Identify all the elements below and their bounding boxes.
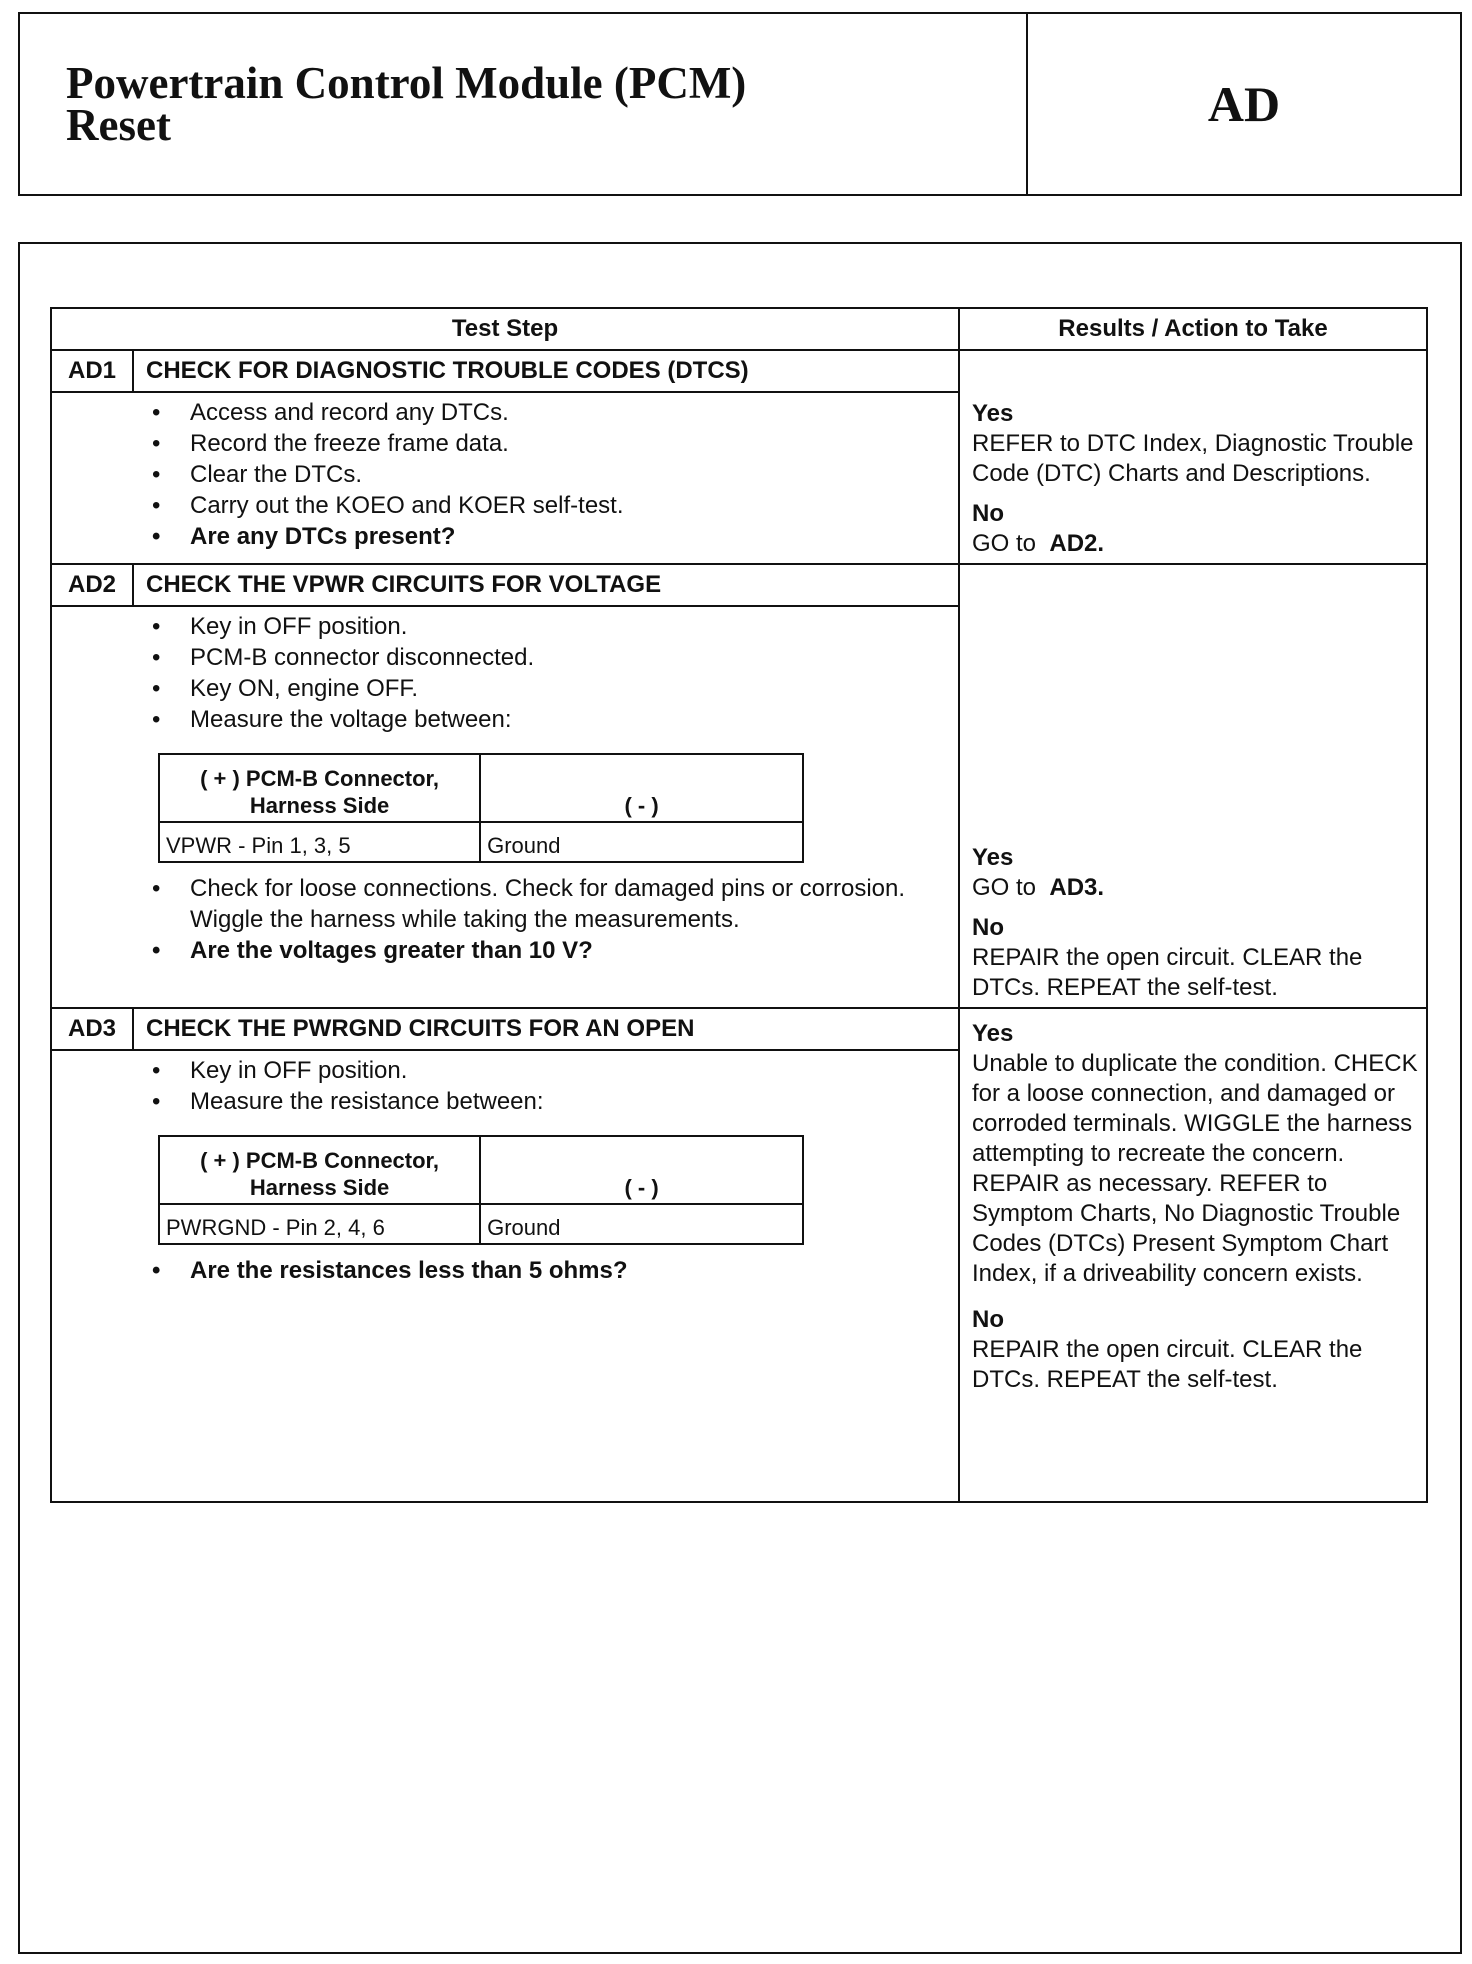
result-no-label: No (972, 914, 1004, 941)
measurement-table (158, 753, 804, 863)
measurement-cell-positive: VPWR - Pin 1, 3, 5 (159, 822, 480, 862)
page-title (20, 14, 1028, 194)
step-title: CHECK THE PWRGND CIRCUITS FOR AN OPEN (133, 1008, 959, 1050)
list-item: • Clear the DTCs. (52, 459, 948, 490)
result-no-label: No (972, 500, 1004, 527)
list-item: • Check for loose connections. Check for damaged pins or corrosion. Wiggle the harness while taking the measurements. (52, 873, 948, 935)
result-no-ref: AD2. (1049, 530, 1105, 557)
step-ad2-header (51, 564, 1427, 606)
step-ad2-results (959, 564, 1427, 1008)
result-yes-action (972, 873, 1420, 903)
step-ad3-header (51, 1008, 1427, 1050)
result-yes-label: Yes (972, 1020, 1014, 1047)
list-item: • Key in OFF position. (52, 611, 948, 642)
result-no-text: REPAIR the open circuit. CLEAR the DTCs. REPEAT the self-test. (972, 1336, 1363, 1393)
list-item: • Record the freeze frame data. (52, 428, 948, 459)
result-yes-text: REFER to DTC Index, Diagnostic Trouble Code (DTC) Charts and Descriptions. (972, 430, 1414, 487)
result-no-action (972, 529, 1420, 559)
result-yes-text: Unable to duplicate the condition. CHECK for a loose connection, and damaged or corroded terminals. WIGGLE the harness attempting to recreate the concern. REPAIR as necessary. REFER to Symptom Charts, No Diagnostic Trouble Codes (DTCs) Present Symptom Chart Index, if a driveability concern exists. (972, 1050, 1418, 1287)
measurement-cell-negative: Ground (480, 1204, 803, 1244)
step-question: • Are the voltages greater than 10 V? (52, 935, 948, 966)
step-bullet-list (52, 611, 958, 735)
step-id: AD1 (51, 350, 133, 392)
step-ad1-header (51, 350, 1427, 392)
measurement-table (158, 1135, 804, 1245)
list-item: • Measure the resistance between: (52, 1086, 948, 1117)
list-item: • Key ON, engine OFF. (52, 673, 948, 704)
step-bullet-list (52, 397, 958, 552)
list-item: • Measure the voltage between: (52, 704, 948, 735)
column-header-results: Results / Action to Take (959, 308, 1427, 350)
result-yes-ref: AD3. (1049, 874, 1105, 901)
measurement-cell-negative: Ground (480, 822, 803, 862)
list-item: • Key in OFF position. (52, 1055, 948, 1086)
page-title-line-2: Reset (66, 100, 171, 150)
step-id: AD3 (51, 1008, 133, 1050)
list-item: • Access and record any DTCs. (52, 397, 948, 428)
page-header (18, 12, 1462, 196)
step-title: CHECK FOR DIAGNOSTIC TROUBLE CODES (DTCS) (133, 350, 959, 392)
page-title-line-1: Powertrain Control Module (PCM) (66, 58, 747, 108)
test-step-table (50, 307, 1428, 1503)
result-no-label: No (972, 1306, 1004, 1333)
measurement-head-positive: ( + ) PCM-B Connector, Harness Side (159, 754, 480, 822)
step-bullet-list (52, 873, 958, 966)
step-bullet-list (52, 1255, 958, 1286)
result-yes-text: GO to (972, 874, 1037, 901)
section-code: AD (1207, 76, 1281, 132)
step-ad1-results (959, 350, 1427, 564)
step-title: CHECK THE VPWR CIRCUITS FOR VOLTAGE (133, 564, 959, 606)
step-question: • Are the resistances less than 5 ohms? (52, 1255, 948, 1286)
column-header-test-step: Test Step (51, 308, 959, 350)
measurement-cell-positive: PWRGND - Pin 2, 4, 6 (159, 1204, 480, 1244)
result-yes-label: Yes (972, 844, 1014, 871)
measurement-head-positive: ( + ) PCM-B Connector, Harness Side (159, 1136, 480, 1204)
list-item: • Carry out the KOEO and KOER self-test. (52, 490, 948, 521)
step-bullet-list (52, 1055, 958, 1117)
measurement-head-negative: ( - ) (480, 1136, 803, 1204)
result-yes-label: Yes (972, 400, 1014, 427)
measurement-head-negative: ( - ) (480, 754, 803, 822)
step-id: AD2 (51, 564, 133, 606)
result-no-text: GO to (972, 530, 1037, 557)
result-no-text: REPAIR the open circuit. CLEAR the DTCs. REPEAT the self-test. (972, 944, 1363, 1001)
step-ad3-results (959, 1008, 1427, 1502)
step-question: • Are any DTCs present? (52, 521, 948, 552)
list-item: • PCM-B connector disconnected. (52, 642, 948, 673)
